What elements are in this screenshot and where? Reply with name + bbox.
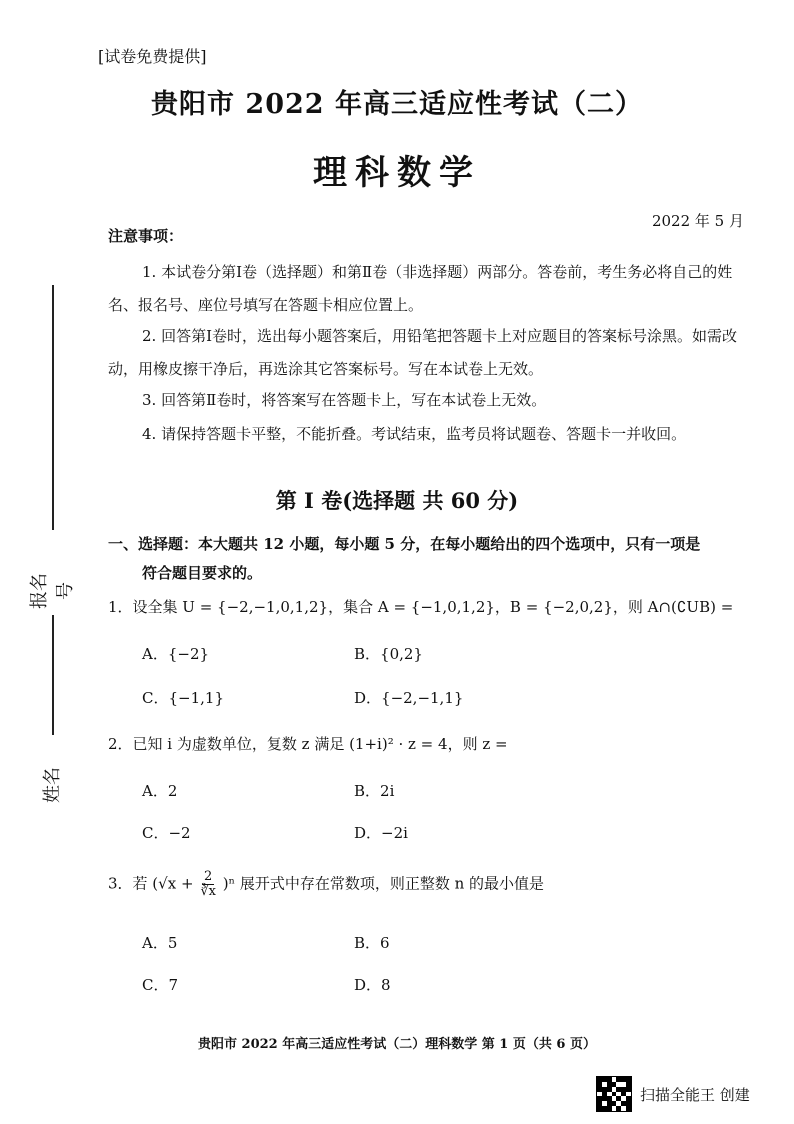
free-provided-tag: [试卷免费提供] bbox=[98, 47, 207, 66]
subject-title: 理科数学 bbox=[313, 153, 481, 193]
question-3-stem bbox=[108, 870, 748, 899]
notes-heading: 注意事项： bbox=[108, 227, 184, 245]
question-3-option-b: B．6 bbox=[354, 934, 390, 952]
scanner-watermark bbox=[596, 1076, 750, 1112]
name-label: 姓名 bbox=[42, 767, 63, 803]
question-2-option-d: D．−2i bbox=[354, 824, 408, 842]
part-description bbox=[108, 530, 748, 588]
question-3-fraction-denominator: ∛x bbox=[200, 884, 216, 899]
scanner-text: 扫描全能王 创建 bbox=[640, 1085, 750, 1104]
question-3-option-c: C．7 bbox=[142, 976, 179, 994]
binding-line-middle bbox=[52, 615, 54, 735]
exam-title: 贵阳市 2022 年高三适应性考试（二） bbox=[151, 89, 643, 120]
question-2-option-b: B．2i bbox=[354, 782, 395, 800]
note-item-1: 1. 本试卷分第Ⅰ卷（选择题）和第Ⅱ卷（非选择题）两部分。答卷前，考生务必将自己的姓名、报名号、座位号填写在答题卡相应位置上。 bbox=[108, 263, 733, 314]
registration-number-label: 报名号 bbox=[29, 573, 76, 609]
question-3-option-a: A．5 bbox=[142, 934, 178, 952]
note-item-3: 3. 回答第Ⅱ卷时，将答案写在答题卡上，写在本试卷上无效。 bbox=[142, 391, 547, 409]
part-description-line-2: 符合题目要求的。 bbox=[142, 564, 263, 582]
question-2-option-a: A．2 bbox=[142, 782, 178, 800]
question-1-option-a: A．{−2} bbox=[142, 645, 210, 663]
qr-code-icon bbox=[596, 1076, 632, 1112]
question-1-option-c: C．{−1,1} bbox=[142, 689, 224, 707]
question-3-stem-pre: 3．若 (√x + bbox=[108, 874, 194, 893]
part-description-line-1: 一、选择题：本大题共 12 小题，每小题 5 分，在每小题给出的四个选项中，只有一项是 bbox=[108, 535, 701, 553]
note-item-4: 4. 请保持答题卡平整，不能折叠。考试结束，监考员将试题卷、答题卡一并收回。 bbox=[142, 425, 687, 443]
question-1-option-b: B．{0,2} bbox=[354, 645, 423, 663]
section-title: 第 I 卷(选择题 共 60 分) bbox=[275, 488, 519, 513]
question-3-option-d: D．8 bbox=[354, 976, 391, 994]
question-2-stem: 2．已知 i 为虚数单位，复数 z 满足 (1+i)² · z = 4，则 z = bbox=[108, 735, 508, 753]
question-1-option-d: D．{−2,−1,1} bbox=[354, 689, 464, 707]
question-2-option-c: C．−2 bbox=[142, 824, 191, 842]
question-3-stem-post: )ⁿ 展开式中存在常数项，则正整数 n 的最小值是 bbox=[222, 874, 545, 893]
question-3-fraction-numerator: 2 bbox=[203, 869, 213, 884]
question-1-stem: 1．设全集 U = {−2,−1,0,1,2}，集合 A = {−1,0,1,2}，B = {−2,0,2}，则 A∩(∁UB) = bbox=[108, 598, 734, 616]
exam-date: 2022 年 5 月 bbox=[651, 212, 744, 230]
question-3-fraction bbox=[200, 870, 216, 899]
page-footer: 贵阳市 2022 年高三适应性考试（二）理科数学 第 1 页（共 6 页） bbox=[198, 1037, 596, 1052]
note-item-2: 2. 回答第Ⅰ卷时，选出每小题答案后，用铅笔把答题卡上对应题目的答案标号涂黑。如需改动，用橡皮擦干净后，再选涂其它答案标号。写在本试卷上无效。 bbox=[108, 327, 738, 378]
